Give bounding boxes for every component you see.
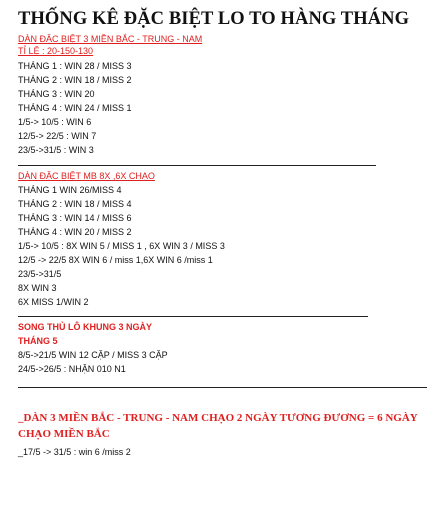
section3-line: 24/5->26/5 : NHẬN 010 N1: [18, 364, 126, 374]
section3-line: 8/5->21/5 WIN 12 CẶP / MISS 3 CẶP: [18, 350, 168, 360]
section2-line: 23/5->31/5: [18, 269, 62, 279]
page-title: THỐNG KÊ ĐẶC BIỆT LO TO HÀNG THÁNG: [18, 9, 410, 29]
section1-line: 1/5-> 10/5 : WIN 6: [18, 117, 92, 127]
section2-line: THÁNG 2 : WIN 18 / MISS 4: [18, 199, 132, 209]
section2-line: THÁNG 4 : WIN 20 / MISS 2: [18, 227, 132, 237]
section1-line: 12/5-> 22/5 : WIN 7: [18, 131, 97, 141]
section2-heading: DÀN ĐẶC BIỆT MB 8X ,6X CHẠO: [18, 171, 155, 181]
section1-ratio: TỈ LỆ : 20-150-130: [18, 46, 94, 56]
section4-heading: _DÀN 3 MIỀN BẮC - TRUNG - NAM CHẠO 2 NGÀY TƯƠNG ĐƯƠNG = 6 NGÀY: [18, 412, 418, 424]
section2-line: 12/5 -> 22/5 8X WIN 6 / miss 1,6X WIN 6 /miss 1: [18, 255, 213, 265]
section2-line: 8X WIN 3: [18, 283, 57, 293]
section1-line: THÁNG 4 : WIN 24 / MISS 1: [18, 103, 132, 113]
section1-line: 23/5->31/5 : WIN 3: [18, 145, 94, 155]
section4-line: _17/5 -> 31/5 : win 6 /miss 2: [18, 447, 131, 457]
section2-line: THÁNG 3 : WIN 14 / MISS 6: [18, 213, 132, 223]
section1-line: THÁNG 3 : WIN 20: [18, 89, 95, 99]
divider: [18, 387, 427, 388]
section1-line: THÁNG 2 : WIN 18 / MISS 2: [18, 75, 132, 85]
section4-heading-continued: CHẠO MIỀN BẮC: [18, 428, 110, 440]
section1-heading: DÀN ĐẶC BIỆT 3 MIỀN BẮC - TRUNG - NAM: [18, 34, 203, 44]
divider: [18, 316, 368, 317]
section2-line: 6X MISS 1/WIN 2: [18, 297, 89, 307]
divider: [18, 165, 376, 166]
section2-line: 1/5-> 10/5 : 8X WIN 5 / MISS 1 , 6X WIN 3 / MISS 3: [18, 241, 225, 251]
section3-heading: SONG THỦ LÔ KHUNG 3 NGÀY: [18, 322, 153, 332]
section1-line: THÁNG 1 : WIN 28 / MISS 3: [18, 61, 132, 71]
section2-line: THÁNG 1 WIN 26/MISS 4: [18, 185, 122, 195]
section3-subheading: THÁNG 5: [18, 336, 58, 346]
